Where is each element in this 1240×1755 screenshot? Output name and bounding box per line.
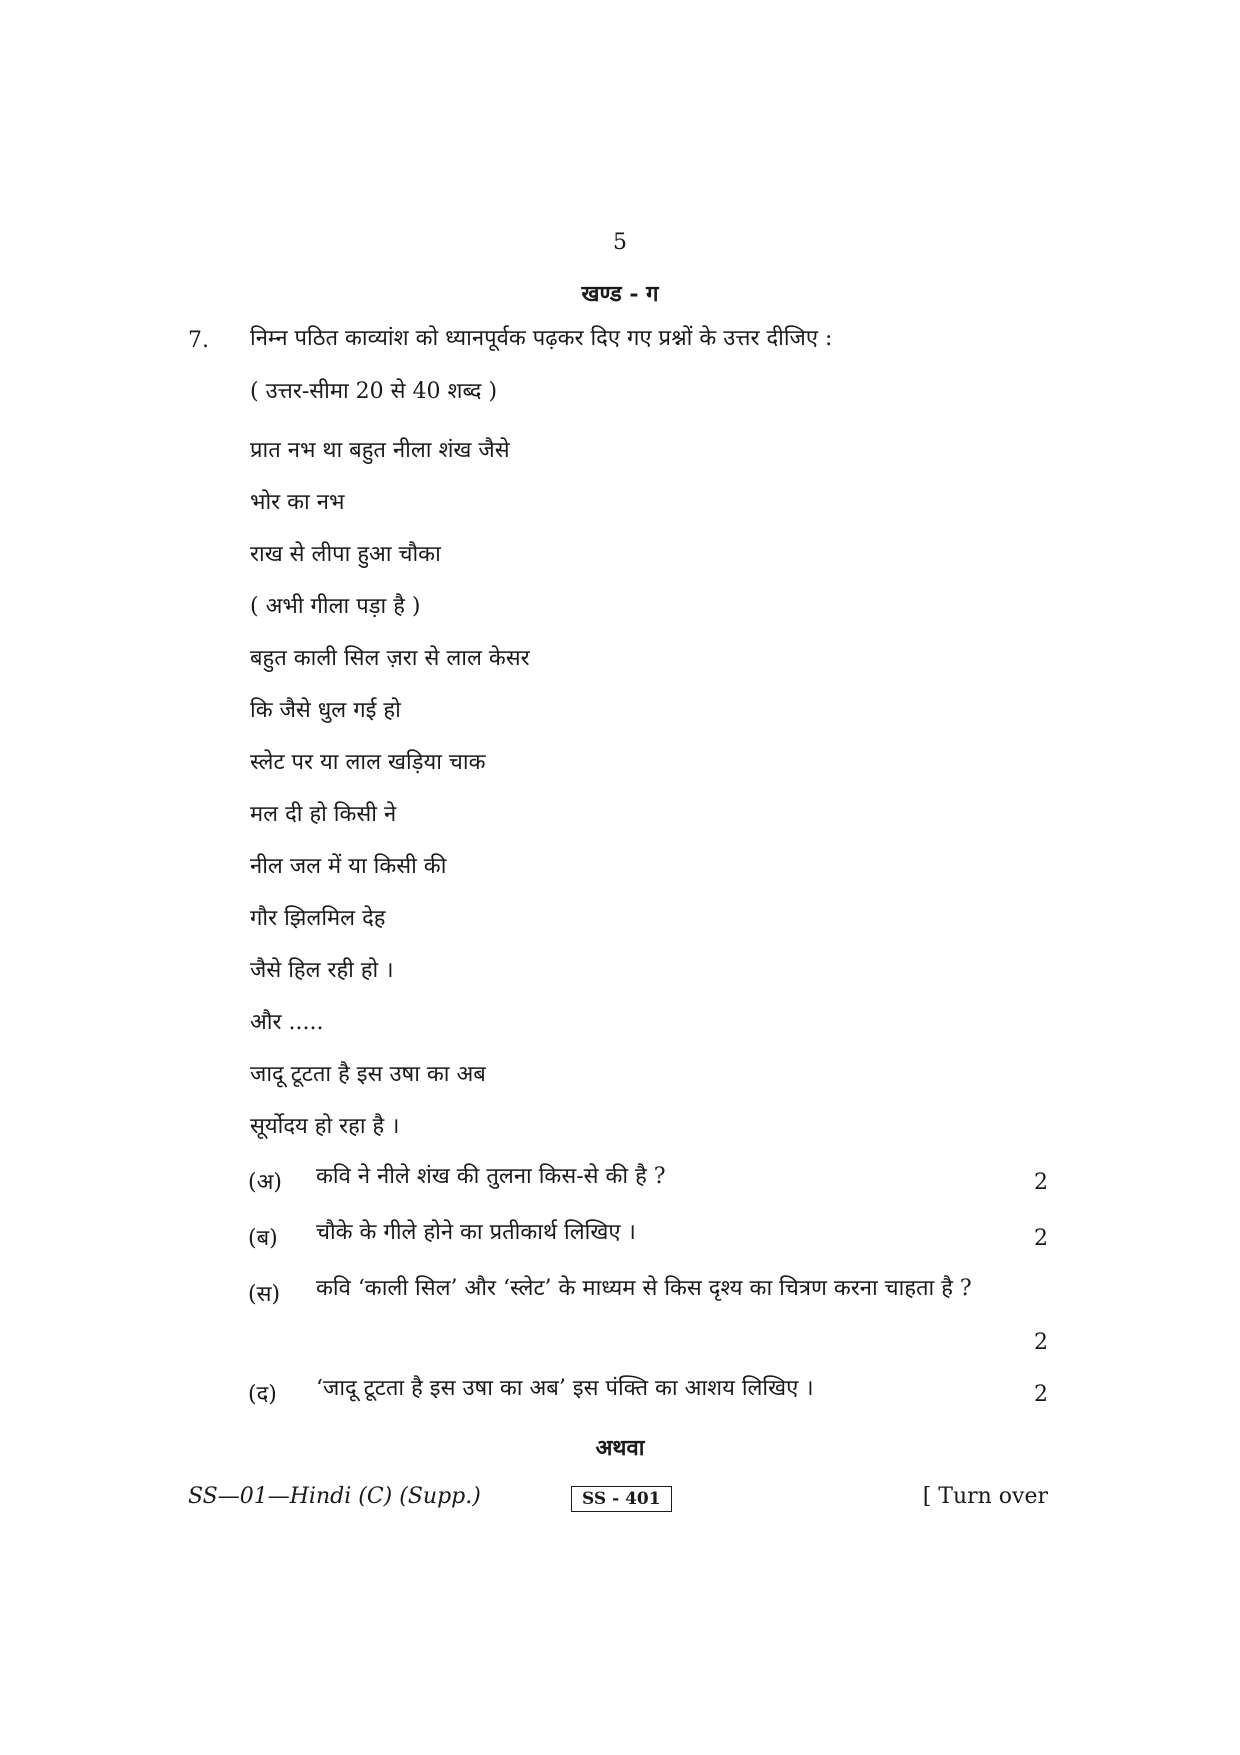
sub-question-marks: 2 <box>1034 1330 1048 1355</box>
poem-line: प्रात नभ था बहुत नीला शंख जैसे <box>250 438 510 463</box>
sub-question-text: कवि ‘काली सिल’ और ‘स्लेट’ के माध्यम से किस दृश्य का चित्रण करना चाहता है ? <box>316 1276 972 1301</box>
footer-turn-over: [ Turn over <box>922 1484 1048 1509</box>
sub-question-d <box>248 1378 1048 1428</box>
section-title: खण्ड - ग <box>581 281 659 307</box>
sub-question-marks: 2 <box>1034 1226 1048 1251</box>
page-number: 5 <box>613 230 627 255</box>
poem-line: और ..... <box>250 1010 324 1035</box>
poem-line: सूर्योदय हो रहा है । <box>250 1114 400 1139</box>
poem-line: जैसे हिल रही हो । <box>250 958 394 983</box>
poem-line: भोर का नभ <box>250 490 345 515</box>
poem-line: ( अभी गीला पड़ा है ) <box>250 594 421 619</box>
poem-line: जादू टूटता है इस उषा का अब <box>250 1062 486 1087</box>
sub-question-label: (ब) <box>248 1226 278 1251</box>
sub-question-text: चौके के गीले होने का प्रतीकार्थ लिखिए । <box>316 1220 636 1245</box>
footer-series-code: SS - 401 <box>571 1486 672 1512</box>
sub-question-label: (स) <box>248 1282 281 1307</box>
footer-paper-code: SS—01—Hindi (C) (Supp.) <box>188 1484 481 1509</box>
word-limit: ( उत्तर-सीमा 20 से 40 शब्द ) <box>250 379 498 404</box>
poem-line: मल दी हो किसी ने <box>250 802 397 827</box>
sub-question-marks: 2 <box>1034 1382 1048 1407</box>
poem-line: बहुत काली सिल ज़रा से लाल केसर <box>250 646 530 671</box>
sub-question-text: कवि ने नीले शंख की तुलना किस-से की है ? <box>316 1164 666 1189</box>
poem-line: नील जल में या किसी की <box>250 854 447 879</box>
question-instruction: निम्न पठित काव्यांश को ध्यानपूर्वक पढ़कर दिए गए प्रश्नों के उत्तर दीजिए : <box>250 326 833 351</box>
question-number: 7. <box>188 328 209 353</box>
poem-line: स्लेट पर या लाल खड़िया चाक <box>250 750 486 775</box>
sub-question-label: (अ) <box>248 1170 282 1195</box>
sub-question-text: ‘जादू टूटता है इस उषा का अब’ इस पंक्ति का आशय लिखिए । <box>316 1376 814 1401</box>
poem-line: राख से लीपा हुआ चौका <box>250 542 441 567</box>
sub-question-marks: 2 <box>1034 1170 1048 1195</box>
sub-question-label: (द) <box>248 1382 277 1407</box>
poem-line: कि जैसे धुल गई हो <box>250 698 401 723</box>
poem-line: गौर झिलमिल देह <box>250 906 386 931</box>
or-label: अथवा <box>595 1435 645 1461</box>
poem <box>250 425 530 1153</box>
sub-question-c <box>248 1278 1048 1378</box>
